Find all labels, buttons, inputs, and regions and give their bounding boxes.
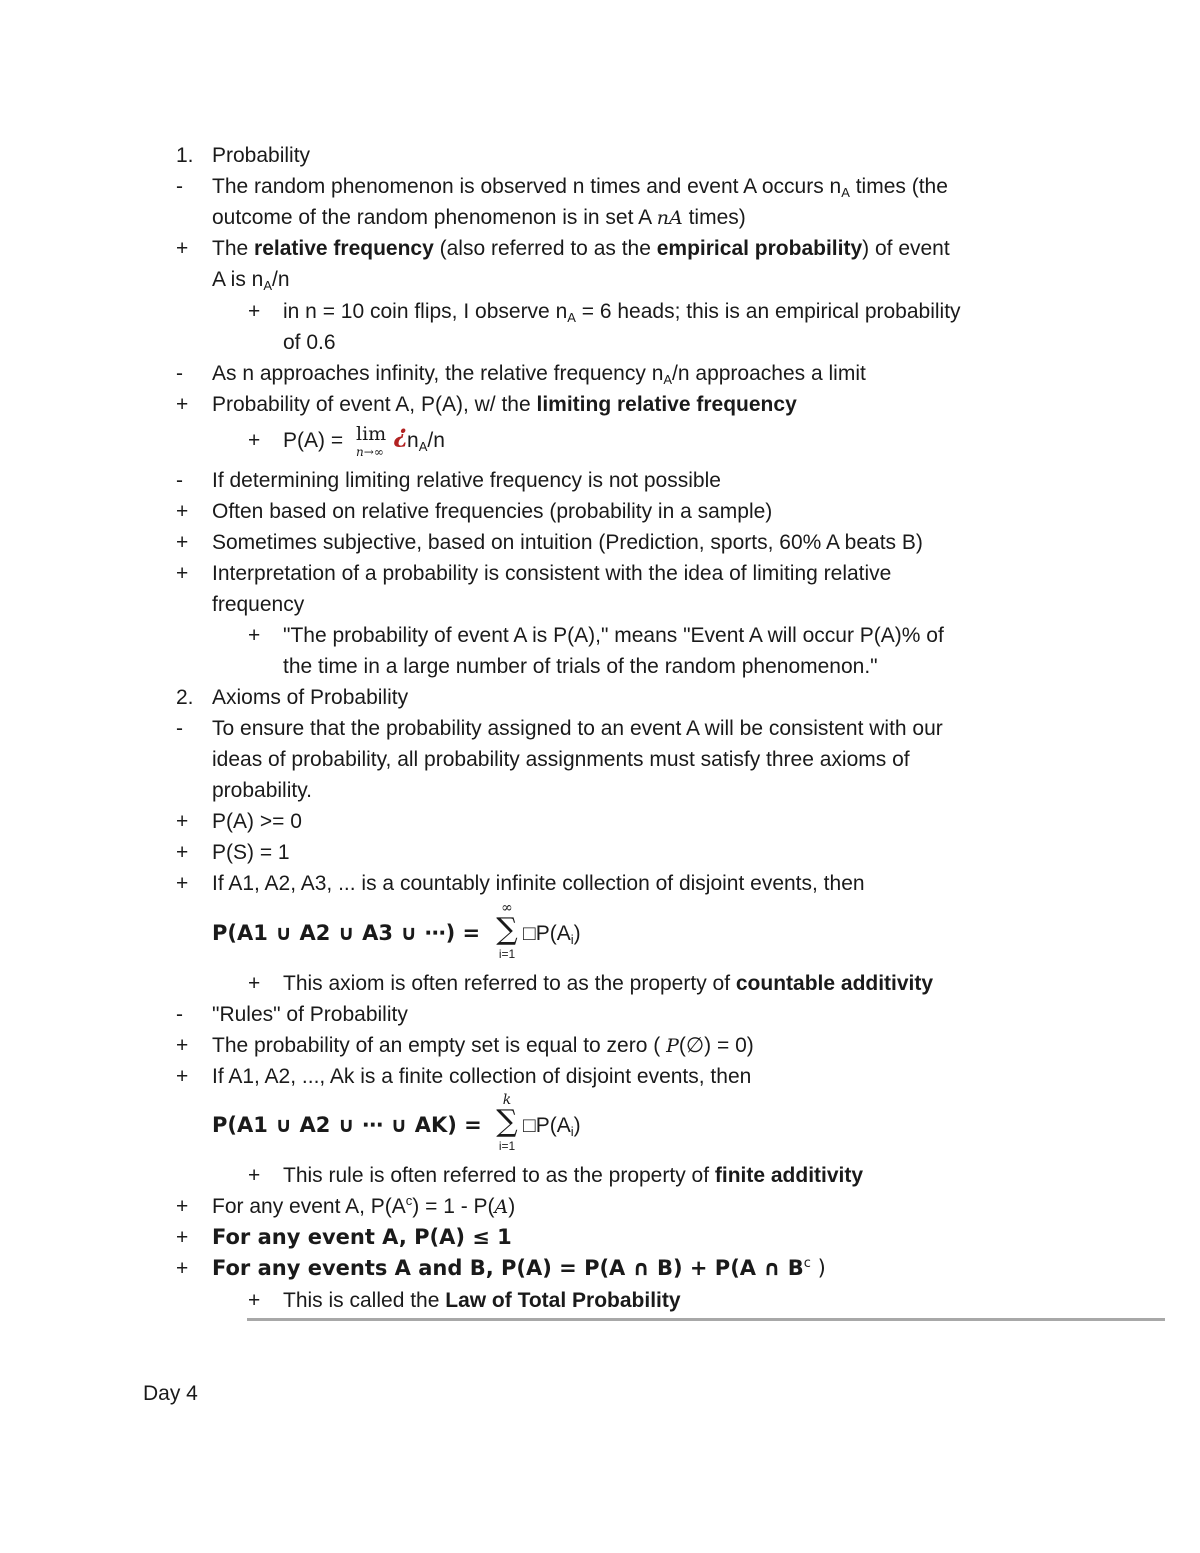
plus-marker: + (248, 972, 261, 995)
list-number: 2. (176, 686, 194, 709)
dash-marker: - (176, 469, 183, 492)
horizontal-divider (247, 1318, 1165, 1321)
math-expression: nA (656, 207, 683, 229)
formula-countable-lhs: P(A1 ∪ A2 ∪ A3 ∪ ⋯) = (212, 921, 481, 945)
page-footer: Day 4 (143, 1382, 198, 1405)
plus-marker: + (248, 1164, 261, 1187)
plus-marker: + (248, 1289, 261, 1312)
plus-marker: + (176, 531, 189, 554)
plus-marker: + (176, 1065, 189, 1088)
plus-marker: + (248, 300, 261, 323)
math-expression: A (494, 1196, 509, 1218)
plus-marker: + (248, 624, 261, 647)
plus-marker: + (176, 1226, 189, 1249)
formula-finite-rhs: □P(Ai) (523, 1114, 581, 1139)
plus-marker: + (176, 810, 189, 833)
term-countable-additivity: countable additivity (735, 972, 934, 995)
dash-marker: - (176, 717, 183, 740)
list-number: 1. (176, 144, 194, 167)
dash-marker: - (176, 1003, 183, 1026)
plus-marker: + (176, 237, 189, 260)
section-title: Probability (212, 144, 311, 167)
plus-marker: + (176, 562, 189, 585)
dash-marker: - (176, 362, 183, 385)
plus-marker: + (176, 841, 189, 864)
section-title: Axioms of Probability (212, 686, 409, 709)
plus-marker: + (176, 393, 189, 416)
limit-formula-rhs: nA/n (407, 429, 445, 454)
term-finite-additivity: finite additivity (714, 1164, 864, 1187)
plus-marker: + (176, 1034, 189, 1057)
placeholder-box: □ (523, 1114, 536, 1137)
plus-marker: + (176, 1195, 189, 1218)
term-limiting-relative-frequency: limiting relative frequency (536, 393, 797, 416)
plus-marker: + (176, 1257, 189, 1280)
plus-marker: + (176, 500, 189, 523)
formula-countable-rhs: □P(Ai) (523, 922, 581, 947)
unrendered-glyph: ¿ (394, 419, 409, 448)
term-empirical-probability: empirical probability (656, 237, 863, 260)
math-expression: P (666, 1035, 679, 1057)
term-law-of-total-probability: Law of Total Probability (445, 1289, 681, 1312)
dash-marker: - (176, 175, 183, 198)
plus-marker: + (176, 872, 189, 895)
term-relative-frequency: relative frequency (254, 237, 434, 260)
placeholder-box: □ (523, 922, 536, 945)
plus-marker: + (248, 429, 261, 452)
formula-finite-lhs: P(A1 ∪ A2 ∪ ⋯ ∪ AK) = (212, 1113, 482, 1137)
